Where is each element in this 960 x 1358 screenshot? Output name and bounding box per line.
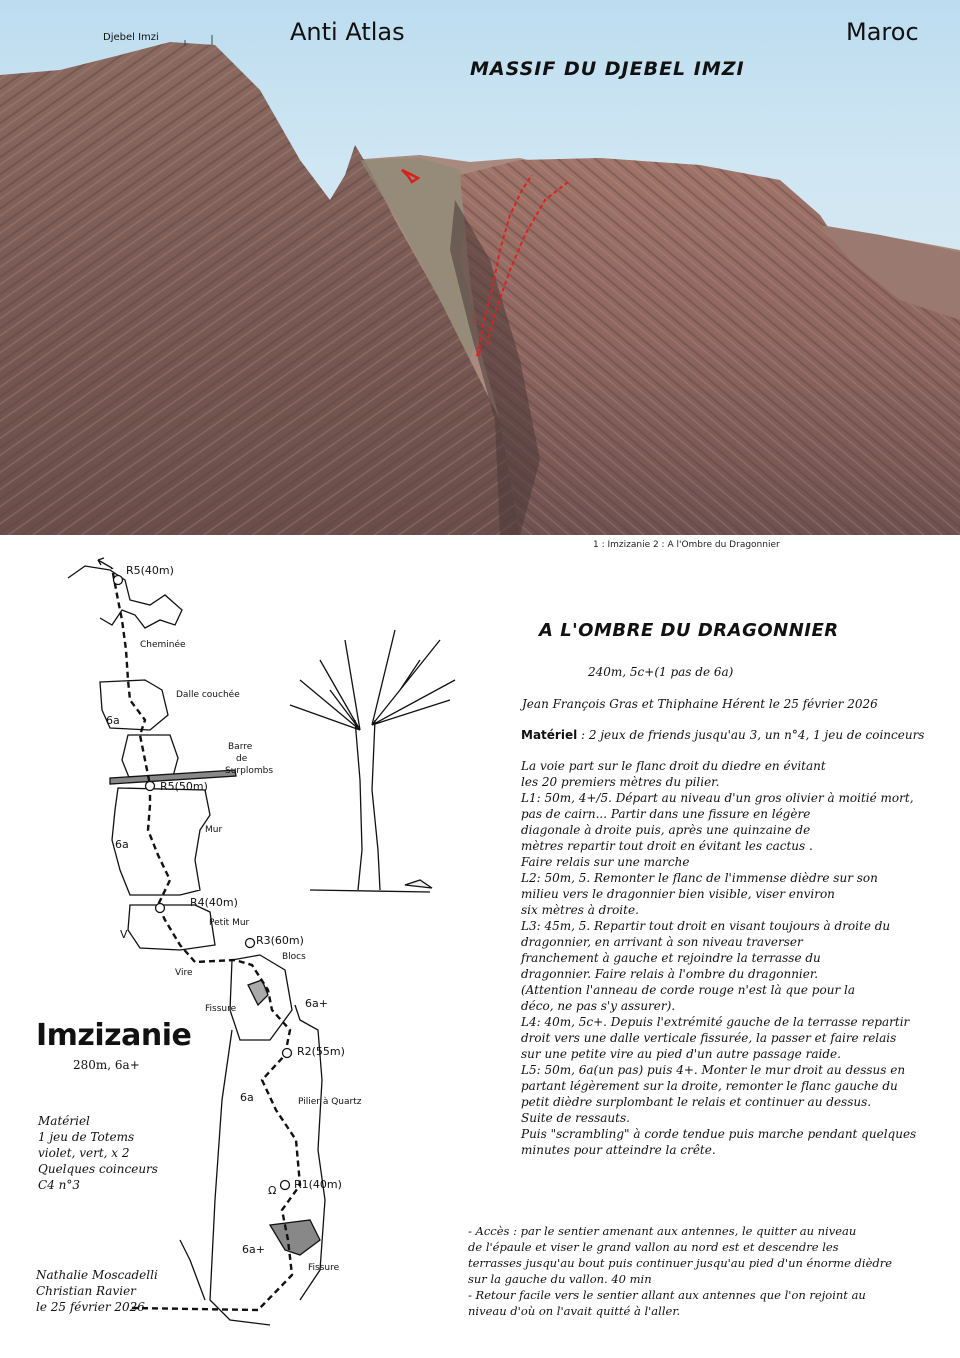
imzizanie-authors (36, 1267, 158, 1315)
imz-mat-line: Quelques coinceurs (38, 1162, 158, 1176)
dragonnier-description (521, 758, 916, 1158)
imz-author-line: Christian Ravier (36, 1284, 136, 1298)
desc-line: minutes pour atteindre la crête. (521, 1143, 716, 1157)
mountain-photo (0, 0, 960, 535)
access-line: de l'épaule et viser le grand vallon au nord est et descendre les (468, 1240, 839, 1254)
grade-l3: 6a+ (305, 997, 328, 1010)
grade-l1: 6a+ (242, 1243, 265, 1256)
feature-pilier-quartz: Pilier à Quartz (298, 1097, 362, 1107)
relay-r2: R2(55m) (297, 1045, 345, 1058)
massif-title: MASSIF DU DJEBEL IMZI (470, 58, 745, 80)
topo-diagram (0, 555, 470, 1355)
access-line: sur la gauche du vallon. 40 min (468, 1272, 652, 1286)
feature-blocs: Blocs (282, 952, 306, 962)
summit-label: Djebel Imzi (103, 32, 159, 43)
imz-author-line: Nathalie Moscadelli (36, 1268, 158, 1282)
desc-line: six mètres à droite. (521, 903, 639, 917)
grade-l2: 6a (240, 1091, 254, 1104)
desc-line: pas de cairn... Partir dans une fissure en légère (521, 807, 811, 821)
desc-line: (Attention l'anneau de corde rouge n'est là que pour la (521, 983, 855, 997)
imzizanie-stats: 280m, 6a+ (73, 1058, 140, 1072)
feature-fissure-lower: Fissure (308, 1263, 340, 1273)
imz-mat-line: Matériel (38, 1114, 90, 1128)
desc-line: Puis "scrambling" à corde tendue puis marche pendant quelques (521, 1127, 917, 1141)
feature-mur: Mur (205, 825, 223, 835)
feature-dalle-couchee: Dalle couchée (176, 690, 240, 700)
feature-de: de (236, 754, 248, 764)
desc-line: partant légèrement sur la droite, remonter le flanc gauche du (521, 1079, 898, 1093)
grade-l4: V (120, 928, 128, 941)
desc-line: dragonnier, en arrivant à son niveau traverser (521, 935, 803, 949)
feature-barre: Barre (228, 742, 253, 752)
materiel-label: Matériel (521, 728, 578, 742)
omega-symbol: Ω (268, 1184, 277, 1197)
imzizanie-materiel (38, 1113, 158, 1193)
imz-author-line: le 25 février 2026 (36, 1300, 145, 1314)
desc-line: L2: 50m, 5. Remonter le flanc de l'immense dièdre sur son (521, 871, 878, 885)
feature-cheminee: Cheminée (140, 640, 186, 650)
grade-l5: 6a (115, 838, 129, 851)
access-line: - Accès : par le sentier amenant aux antennes, le quitter au niveau (468, 1224, 857, 1238)
desc-line: franchement à gauche et rejoindre la terrasse du (521, 951, 821, 965)
desc-line: sur une petite vire au pied d'un autre passage raide. (521, 1047, 841, 1061)
route-marker-1: 1 (470, 313, 477, 326)
dragonnier-materiel (521, 727, 924, 743)
desc-line: L3: 45m, 5. Repartir tout droit en visant toujours à droite du (521, 919, 891, 933)
desc-line: déco, ne pas s'y assurer). (521, 999, 676, 1013)
desc-line: L5: 50m, 6a(un pas) puis 4+. Monter le mur droit au dessus en (521, 1063, 906, 1077)
access-line: niveau d'où on l'avait quitté à l'aller. (468, 1304, 681, 1318)
imz-mat-line: violet, vert, x 2 (38, 1146, 130, 1160)
route-marker-2: 2 (475, 346, 482, 359)
desc-line: les 20 premiers mètres du pilier. (521, 775, 720, 789)
desc-line: Faire relais sur une marche (521, 855, 690, 869)
feature-surplombs: Surplombs (225, 766, 274, 776)
relay-r5-lower: R5(50m) (160, 780, 208, 793)
photo-caption: 1 : Imzizanie 2 : A l'Ombre du Dragonnier (593, 540, 780, 550)
desc-line: Suite de ressauts. (521, 1111, 630, 1125)
region-label: Anti Atlas (290, 18, 405, 46)
dragonnier-access (468, 1223, 892, 1319)
relay-r4: R4(40m) (190, 896, 238, 909)
imz-mat-line: 1 jeu de Totems (38, 1130, 135, 1144)
desc-line: La voie part sur le flanc droit du diedre en évitant (521, 759, 826, 773)
relay-r1: R1(40m) (294, 1178, 342, 1191)
desc-line: L1: 50m, 4+/5. Départ au niveau d'un gros olivier à moitié mort, (521, 791, 914, 805)
feature-fissure-upper: Fissure (205, 1004, 237, 1014)
imz-mat-line: C4 n°3 (38, 1178, 80, 1192)
relay-r3: R3(60m) (256, 934, 304, 947)
mountain-illustration (0, 0, 960, 535)
grade-l6: 6a (106, 714, 120, 727)
dragonnier-stats: 240m, 5c+(1 pas de 6a) (588, 665, 734, 679)
materiel-text: : 2 jeux de friends jusqu'au 3, un n°4, 1 jeu de coinceurs (577, 728, 925, 742)
feature-petit-mur: Petit Mur (209, 918, 250, 928)
desc-line: milieu vers le dragonnier bien visible, viser environ (521, 887, 835, 901)
relay-r5-top: R5(40m) (126, 564, 174, 577)
access-line: - Retour facile vers le sentier allant aux antennes que l'on rejoint au (468, 1288, 866, 1302)
country-label: Maroc (846, 18, 919, 46)
access-line: terrasses jusqu'au bout puis continuer jusqu'au pied d'un énorme dièdre (468, 1256, 893, 1270)
desc-line: diagonale à droite puis, après une quinzaine de (521, 823, 811, 837)
desc-line: dragonnier. Faire relais à l'ombre du dragonnier. (521, 967, 819, 981)
imzizanie-title: Imzizanie (36, 1018, 192, 1053)
dragonnier-title: A L'OMBRE DU DRAGONNIER (539, 620, 839, 641)
desc-line: petit dièdre surplombant le relais et continuer au dessus. (521, 1095, 872, 1109)
dragonnier-authors: Jean François Gras et Thiphaine Hérent le 25 février 2026 (522, 697, 878, 711)
desc-line: L4: 40m, 5c+. Depuis l'extrémité gauche de la terrasse repartir (521, 1015, 910, 1029)
desc-line: mètres repartir tout droit en évitant les cactus . (521, 839, 813, 853)
desc-line: droit vers une dalle verticale fissurée, la passer et faire relais (521, 1031, 897, 1045)
feature-vire: Vire (175, 968, 193, 978)
